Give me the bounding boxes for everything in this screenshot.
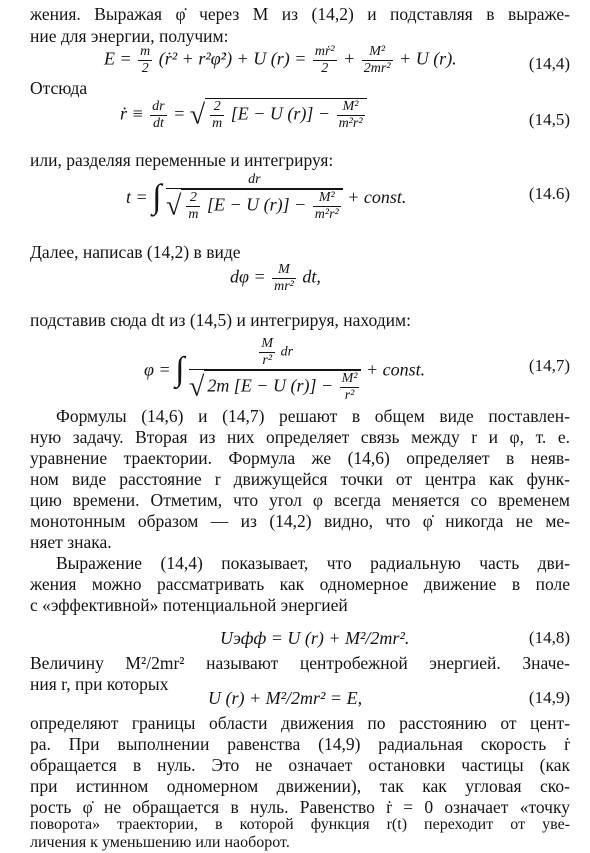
equation-number: (14,4) (528, 54, 570, 73)
text-line: с «эффективной» потенциальной энергией (30, 595, 348, 615)
equation-14-8: Uэфф = U (r) + M²/2mr². (14,8) (220, 628, 570, 648)
text-line: подставив сюда dt из (14,5) и интегрируя, находим: (30, 310, 411, 330)
text-line: определяют границы области движения по расстоянию от цент- (30, 713, 570, 733)
text-line: цию времени. Отметим, что угол φ всегда меняется со временем (30, 490, 570, 510)
text-line: Величину M²/2mr² называют центробежной энергией. Значе- (30, 653, 570, 673)
text-line: ную задачу. Вторая из них определяет связь между r и φ, т. е. (30, 427, 570, 447)
text-line: обращается в нуль. Это не означает остановки частицы (как (30, 755, 570, 775)
equation-14-5: ṙ ≡ $\frac{dr}{dt}$ = √ $\frac{2}{m}$ [E − U (r)] − $\frac{\text{M²}}{\text{m²r²}}$ (14,5) (120, 99, 570, 131)
text-line: ния r, при которых (30, 674, 169, 694)
equation-number: (14.6) (528, 184, 570, 203)
equation-number: (14,5) (528, 110, 570, 129)
text-line: жения. Выражая φ̇ через M из (14,2) и подставляя в выраже- (30, 4, 570, 24)
text-line: рость φ̇ не обращается в нуль. Равенство ṙ = 0 означает «точку (30, 797, 570, 817)
equation-14-9: U (r) + M²/2mr² = E, (14,9) (208, 688, 570, 708)
equation-14-4: E = $\frac{m}{2}$ (ṙ² + r²φ̇²) + U (r) = $\frac{\text{mṙ²}}{2}$ + $\frac{\text{M²}}{\text{2mr²}}$ + U (r). (14,4) (104, 44, 570, 76)
equation-14-7: φ = ∫ $\frac{M}{\text{r²}}$ dr √ 2m [E − U (r)] − $\frac{\text{M²}}{\text{r²}}$ + const. (14,7) (144, 336, 570, 403)
text-line: Далее, написав (14,2) в виде (30, 242, 241, 262)
text-line: няет знака. (30, 532, 112, 552)
equation-14-6: t = ∫ dr √ $\frac{2}{m}$ [E − U (r)] − $\frac{\text{M²}}{\text{m²r²}}$ + const. (14.6) (126, 172, 570, 222)
text-line: уравнение траектории. Формула же (14,6) определяет в неяв- (30, 448, 570, 468)
text-line: ном виде расстояние r движущейся точки от центра как функ- (30, 469, 570, 489)
text-line: при истинном одномерном движении), так как угловая ско- (30, 776, 570, 796)
text-line: жения можно рассматривать как одномерное движение в поле (30, 574, 570, 594)
equation-number: (14,8) (528, 628, 570, 647)
text-line: Выражение (14,4) показывает, что радиальную часть дви- (56, 553, 570, 573)
text-line: Формулы (14,6) и (14,7) решают в общем виде поставлен- (56, 406, 570, 426)
text-line: или, разделяя переменные и интегрируя: (30, 150, 334, 170)
text-line: Отсюда (30, 78, 88, 98)
text-line: ра. При выполнении равенства (14,9) радиальная скорость ṙ (30, 734, 570, 754)
equation-number: (14,7) (528, 356, 570, 375)
equation-number: (14,9) (528, 688, 570, 707)
text-line: личения к уменьшению или наоборот. (30, 834, 290, 851)
text-line: ние для энергии, получим: (30, 26, 229, 46)
text-line: поворота» траектории, в которой функция r(t) переходит от уве- (30, 816, 570, 833)
equation-dphi: dφ = $\frac{M}{\text{mr²}}$ dt, (230, 262, 321, 294)
text-line: монотонным образом — из (14,2) видно, что φ̇ никогда не ме- (30, 511, 570, 531)
